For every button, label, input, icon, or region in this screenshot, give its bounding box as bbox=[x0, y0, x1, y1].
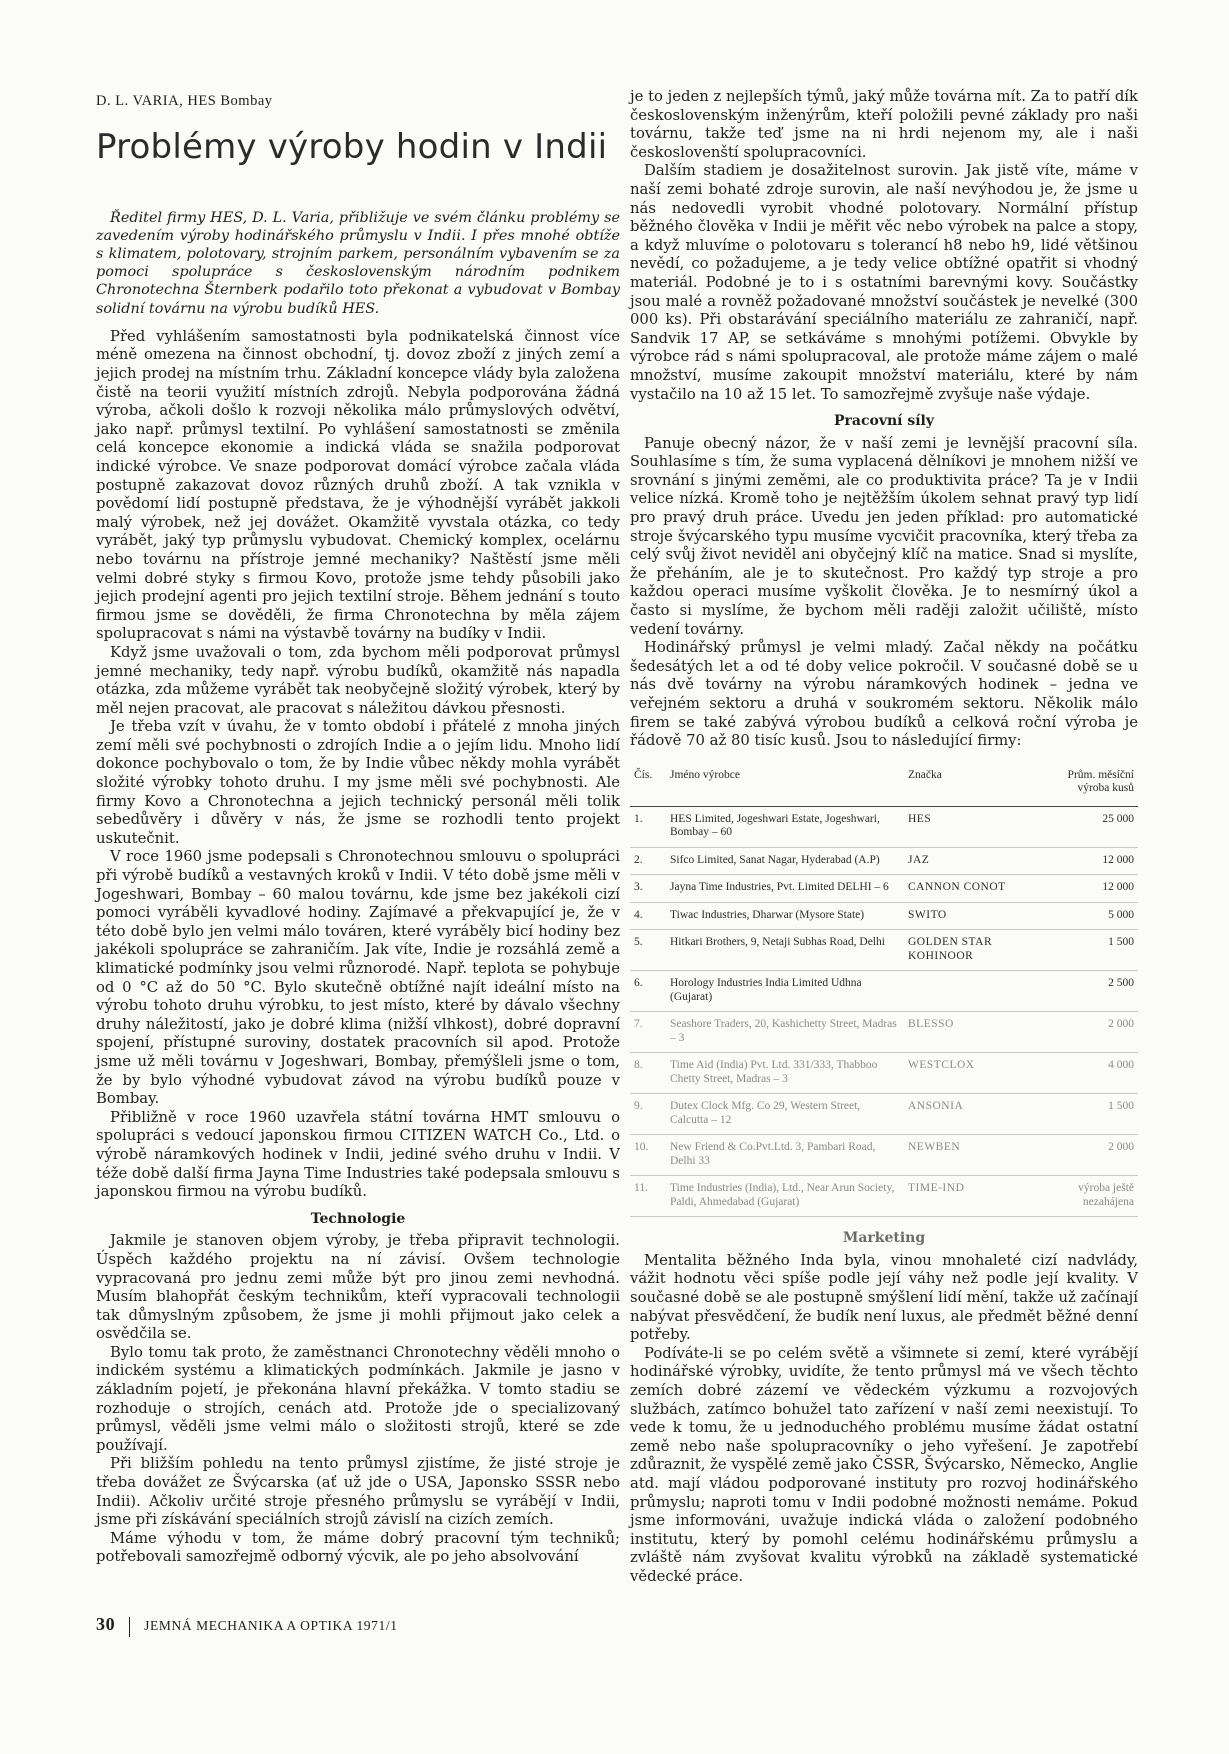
section-heading-marketing: Marketing bbox=[842, 1230, 926, 1247]
cell-name: Sifco Limited, Sanat Nagar, Hyderabad (A.P) bbox=[666, 847, 904, 875]
body-paragraph: Když jsme uvažovali o tom, zda bychom měli podporovat průmysl jemné mechaniky, tedy např. výrobu budíků, okamžitě nás napadla otázka, zda můžeme vyrábět tak neobyčejně složitý výrobek, který by měl nejen pracovat, ale pracovat s náležitou dávkou přesnosti. bbox=[96, 643, 620, 717]
cell-num: 11. bbox=[630, 1176, 666, 1217]
cell-brand: CANNON CONOT bbox=[904, 875, 1032, 903]
body-paragraph: Bylo tomu tak proto, že zaměstnanci Chronotechny věděli mnoho o indickém systému a klimatických podmínkách. Jakmile je jasno v základním pojetí, je překonána hlavní překážka. V tomto stadiu se rozhoduje o strojích, cenách atd. Protože jde o specializovaný průmysl, věděli jsme velmi málo o složitosti strojů, které se zde používají. bbox=[96, 1343, 620, 1454]
cell-qty: 2 000 bbox=[1032, 1135, 1138, 1176]
cell-num: 7. bbox=[630, 1012, 666, 1053]
cell-num: 8. bbox=[630, 1053, 666, 1094]
cell-qty: 1 500 bbox=[1032, 1094, 1138, 1135]
cell-num: 9. bbox=[630, 1094, 666, 1135]
table-row bbox=[630, 902, 1138, 930]
header-num: Čís. bbox=[630, 765, 666, 807]
table-row bbox=[630, 930, 1138, 971]
table-row bbox=[630, 1053, 1138, 1094]
body-paragraph: Máme výhodu v tom, že máme dobrý pracovní tým techniků; potřebovali samozřejmě odborný výcvik, ale po jeho absolvování bbox=[96, 1529, 620, 1566]
table-row bbox=[630, 1176, 1138, 1217]
cell-name: Time Industries (India), Ltd., Near Arun Society, Paldi, Ahmedabad (Gujarat) bbox=[666, 1176, 904, 1217]
cell-num: 6. bbox=[630, 971, 666, 1012]
cell-qty: 5 000 bbox=[1032, 902, 1138, 930]
table-row bbox=[630, 1012, 1138, 1053]
footer-divider bbox=[129, 1617, 130, 1637]
body-paragraph: Přibližně v roce 1960 uzavřela státní továrna HMT smlouvu o spolupráci s vedoucí japonskou firmou CITIZEN WATCH Co., Ltd. o výrobě náramkových hodinek v Indii, jediné svého druhu v Indii. V téže době další firma Jayna Time Industries také podepsala smlouvu s japonskou firmou na výrobu budíků. bbox=[96, 1108, 620, 1201]
table-header-row bbox=[630, 765, 1138, 807]
cell-name: Hitkari Brothers, 9, Netaji Subhas Road, Delhi bbox=[666, 930, 904, 971]
cell-brand: BLESSO bbox=[904, 1012, 1032, 1053]
journal-name: JEMNÁ MECHANIKA A OPTIKA 1971/1 bbox=[144, 1618, 398, 1633]
table-row bbox=[630, 806, 1138, 847]
header-name: Jméno výrobce bbox=[666, 765, 904, 807]
cell-brand: JAZ bbox=[904, 847, 1032, 875]
left-column bbox=[96, 92, 620, 1567]
article-byline: D. L. VARIA, HES Bombay bbox=[96, 93, 273, 109]
body-paragraph: Při bližším pohledu na tento průmysl zjistíme, že jisté stroje je třeba dovážet ze Švýcarska (ať už jde o USA, Japonsko SSSR nebo Indii). Ačkoliv určité stroje přesného průmyslu se vyrábějí v Indii, jsme při získávání speciálních strojů závislí na cizích zemích. bbox=[96, 1455, 620, 1529]
cell-qty: 1 500 bbox=[1032, 930, 1138, 971]
body-paragraph: Hodinářský průmysl je velmi mladý. Začal někdy na počátku šedesátých let a od té doby velice pokročil. V současné době se u nás dvě továrny na výrobu náramkových hodinek – jedna ve veřejném sektoru a druhá v soukromém sektoru. Několik málo firem se také zabývá výrobou budíků a celková roční výroba je řádově 70 až 80 tisíc kusů. Jsou to následující firmy: bbox=[630, 639, 1138, 750]
section-heading-technology: Technologie bbox=[310, 1210, 406, 1227]
body-paragraph: Dalším stadiem je dosažitelnost surovin. Jak jistě víte, máme v naší zemi bohaté zdroje surovin, ale naší nevýhodou je, že jsme u nás nedovedli vyrobit vhodné polotovary. Normální přístup běžného člověka v Indii je měřit věc nebo výrobek na palce a stopy, a když mluvíme o polotovaru s tolerancí h8 nebo h9, lidé většinou nevědí, co požadujeme, a je tedy velice obtížné opatřit si vhodný materiál. Podobné je to i s ostatními barevnými kovy. Součástky jsou malé a rovněž požadované množství součástek je nevelké (300 000 ks). Při obstarávání speciálního materiálu ze zahraničí, např. Sandvik 17 AP, se setkáváme s mnohými potížemi. Obvykle by výrobce rád s námi spolupracoval, ale protože máme zájem o malé množství, musíme zakoupit množství materiálu, které by nám vystačilo na 10 až 15 let. To samozřejmě zvyšuje naše výdaje. bbox=[630, 162, 1138, 403]
cell-name: Seashore Traders, 20, Kashichetty Street, Madras – 3 bbox=[666, 1012, 904, 1053]
table-row bbox=[630, 971, 1138, 1012]
body-paragraph: V roce 1960 jsme podepsali s Chronotechnou smlouvu o spolupráci při výrobě budíků a vestavných kroků v Indii. V této době jsme měli v Jogeshwari, Bombay – 60 malou továrnu, kde jsme bez jakékoli cizí pomoci vyráběli kyvadlové hodiny. Zajímavé a překvapující je, že v této době bylo jen velmi málo továren, které vyráběly bicí hodiny bez jakékoli spolupráce se zahraničím. Jak víte, Indie je rozsáhlá země a klimatické podmínky jsou velmi různorodé. Např. teplota se pohybuje od 0 °C až do 50 °C. Bylo skutečně obtížné najít ideální místo na výrobu tohoto druhu výrobku, to jest místo, které by dávalo všechny druhy náležitostí, jako je dobré klima (nižší vlhkost), dobré dopravní spojení, přístupné suroviny, dostatek pracovních sil apod. Protože jsme už měli továrnu v Jogeshwari, Bombay, přemýšleli jsme o tom, že by bylo výhodné vybudovat závod na výrobu budíků pouze v Bombay. bbox=[96, 848, 620, 1108]
cell-name: HES Limited, Jogeshwari Estate, Jogeshwari, Bombay – 60 bbox=[666, 806, 904, 847]
cell-brand: HES bbox=[904, 806, 1032, 847]
cell-brand: NEWBEN bbox=[904, 1135, 1032, 1176]
body-paragraph: Mentalita běžného Inda byla, vinou mnohaleté cizí nadvlády, vážit hodnotu věci spíše podle její váhy než podle její kvality. V současné době se ale postupně smýšlení lidí mění, takže už začínají nabývat přesvědčení, že budík není luxus, ale předmět běžné denní potřeby. bbox=[630, 1251, 1138, 1344]
cell-num: 5. bbox=[630, 930, 666, 971]
body-paragraph: Panuje obecný názor, že v naší zemi je levnější pracovní síla. Souhlasíme s tím, že suma vyplacená dělníkovi je mnohem nižší ve srovnání s jinými zeměmi, ale co produktivita práce? Ta je v Indii velice nízká. Kromě toho je nejtěžším úkolem sehnat pravý typ lidí pro pravý druh práce. Uvedu jen jeden příklad: pro automatické stroje švýcarského typu musíme vycvičit pracovníka, který třeba za celý svůj život neviděl ani obyčejný klíč na matice. Snad si myslíte, že přeháním, ale je to skutečnost. Pro každý typ stroje a pro každou operaci musíme vyškolit člověka. Je to nesmírný úkol a často si myslíme, že bychom měli raději založit učiliště, místo vedení továrny. bbox=[630, 434, 1138, 638]
header-brand: Značka bbox=[904, 765, 1032, 807]
cell-num: 10. bbox=[630, 1135, 666, 1176]
right-column bbox=[630, 88, 1138, 1587]
cell-qty: 4 000 bbox=[1032, 1053, 1138, 1094]
cell-name: Dutex Clock Mfg. Co 29, Western Street, Calcutta – 12 bbox=[666, 1094, 904, 1135]
cell-qty: 12 000 bbox=[1032, 847, 1138, 875]
cell-brand: ANSONIA bbox=[904, 1094, 1032, 1135]
body-paragraph: Je třeba vzít v úvahu, že v tomto období i přátelé z mnoha jiných zemí měli své pochybnosti o zdrojích Indie a o jejím lidu. Mnoho lidí dokonce pochybovalo o tom, že by Indie vůbec někdy mohla vyrábět složité výrobky tohoto druhu. I my jsme měli své pochybnosti. Ale firmy Kovo a Chronotechna a jejich technický personál měli tolik sebedůvěry i důvěry v nás, že jsme se rozhodli tento projekt uskutečnit. bbox=[96, 718, 620, 847]
cell-qty: 25 000 bbox=[1032, 806, 1138, 847]
cell-brand: WESTCLOX bbox=[904, 1053, 1032, 1094]
cell-qty: 12 000 bbox=[1032, 875, 1138, 903]
table-row bbox=[630, 847, 1138, 875]
article-title: Problémy výroby hodin v Indii bbox=[96, 126, 608, 167]
page-footer bbox=[96, 1614, 398, 1637]
cell-brand: TIME-IND bbox=[904, 1176, 1032, 1217]
cell-name: Jayna Time Industries, Pvt. Limited DELHI – 6 bbox=[666, 875, 904, 903]
cell-qty: výroba ještě nezahájena bbox=[1032, 1176, 1138, 1217]
cell-num: 3. bbox=[630, 875, 666, 903]
cell-brand: SWITO bbox=[904, 902, 1032, 930]
body-paragraph: je to jeden z nejlepších týmů, jaký může továrna mít. Za to patří dík československým inženýrům, kteří položili pevné základy pro naši továrnu, takže teď jsme na ni hrdi nejenom my, ale i naši českoslovenští spolupracovníci. bbox=[630, 88, 1138, 161]
cell-brand: GOLDEN STAR KOHINOOR bbox=[904, 930, 1032, 971]
cell-brand bbox=[904, 971, 1032, 1012]
table-row bbox=[630, 1135, 1138, 1176]
cell-name: Horology Industries India Limited Udhna (Gujarat) bbox=[666, 971, 904, 1012]
table-row bbox=[630, 1094, 1138, 1135]
cell-num: 4. bbox=[630, 902, 666, 930]
body-paragraph: Jakmile je stanoven objem výroby, je třeba připravit technologii. Úspěch každého projektu na ní závisí. Ovšem technologie vypracovaná pro jednu zemi může být pro jinou zemi nevhodná. Musím blahopřát českým technikům, kteří vypracovali technologii tak důmyslným způsobem, že jsme ji mohli přijmout jako celek a osvědčila se. bbox=[96, 1232, 620, 1343]
table-row bbox=[630, 875, 1138, 903]
section-heading-labor: Pracovní síly bbox=[834, 413, 934, 430]
cell-qty: 2 500 bbox=[1032, 971, 1138, 1012]
cell-name: New Friend & Co.Pvt.Ltd. 3, Pambari Road, Delhi 33 bbox=[666, 1135, 904, 1176]
page-number: 30 bbox=[96, 1614, 116, 1634]
cell-num: 1. bbox=[630, 806, 666, 847]
body-paragraph: Před vyhlášením samostatnosti byla podnikatelská činnost více méně omezena na činnost obchodní, tj. dovoz zboží z jiných zemí a jejich prodej na místním trhu. Základní koncepce vlády byla založena čistě na teorii využití místních zdrojů. Nebyla podporována žádná výroba, ačkoli došlo k rozvoji několika málo průmyslových odvětví, jako např. průmysl textilní. Po vyhlášení samostatnosti se změnila celá koncepce ekonomie a indická vláda se snažila podporovat indické výrobce. Ve snaze podporovat domácí výrobce začala vláda postupně zakazovat dovoz různých druhů zboží. A tak vznikla v povědomí lidí postupně představa, že je výhodnější vyrábět jakkoli malý výrobek, než jej dovážet. Okamžitě vyvstala otázka, co tedy vyrábět, jaký typ průmyslu vybudovat. Chemický komplex, ocelárnu nebo továrnu na přístroje jemné mechaniky? Naštěstí jsme měli velmi dobré styky s firmou Kovo, protože jsme tehdy působili jako jejich prodejní agenti pro jejich textilní stroje. Během jednání s touto firmou jsme se dověděli, že firma Chronotechna by měla zájem spolupracovat s námi na výstavbě továrny na budíky v Indii. bbox=[96, 327, 620, 643]
cell-name: Tiwac Industries, Dharwar (Mysore State) bbox=[666, 902, 904, 930]
body-paragraph: Podíváte-li se po celém světě a všimnete si zemí, které vyrábějí hodinářské výrobky, uvidíte, že tento průmysl má ve všech těchto zemích dobré zázemí ve vědeckém výzkumu a rozvojových službách, zatímco bohužel tato zařízení v naší zemi neexistují. To vede k tomu, že u jednoduchého problému musíme žádat ostatní země nebo naše spolupracovníky o jeho vyřešení. Je zapotřebí zdůraznit, že vyspělé země jako ČSSR, Švýcarsko, Německo, Anglie atd. mají vládou podporované instituty pro rozvoj hodinářského průmyslu; naproti tomu v Indii podobné možnosti nemáme. Pokud jsme informováni, uvažuje indická vláda o založení podobného institutu, který by pomohl celému hodinářskému průmyslu a zvláště nám zvyšovat kvalitu výrobků na základě systematické vědecké práce. bbox=[630, 1344, 1138, 1585]
firms-table bbox=[630, 765, 1138, 1218]
cell-num: 2. bbox=[630, 847, 666, 875]
article-lead: Ředitel firmy HES, D. L. Varia, přibližuje ve svém článku problémy se zavedením výroby hodinářského průmyslu v Indii. I přes mnohé obtíže s klimatem, polotovary, strojním parkem, personálním vybavením se za pomoci spolupráce s československým národním podnikem Chronotechna Šternberk podařilo toto překonat a vybudovat v Bombay solidní továrnu na výrobu budíků HES. bbox=[96, 209, 620, 317]
cell-qty: 2 000 bbox=[1032, 1012, 1138, 1053]
cell-name: Time Aid (India) Pvt. Ltd. 331/333, Thabboo Chetty Street, Madras – 3 bbox=[666, 1053, 904, 1094]
header-qty: Prům. měsíční výroba kusů bbox=[1032, 765, 1138, 807]
